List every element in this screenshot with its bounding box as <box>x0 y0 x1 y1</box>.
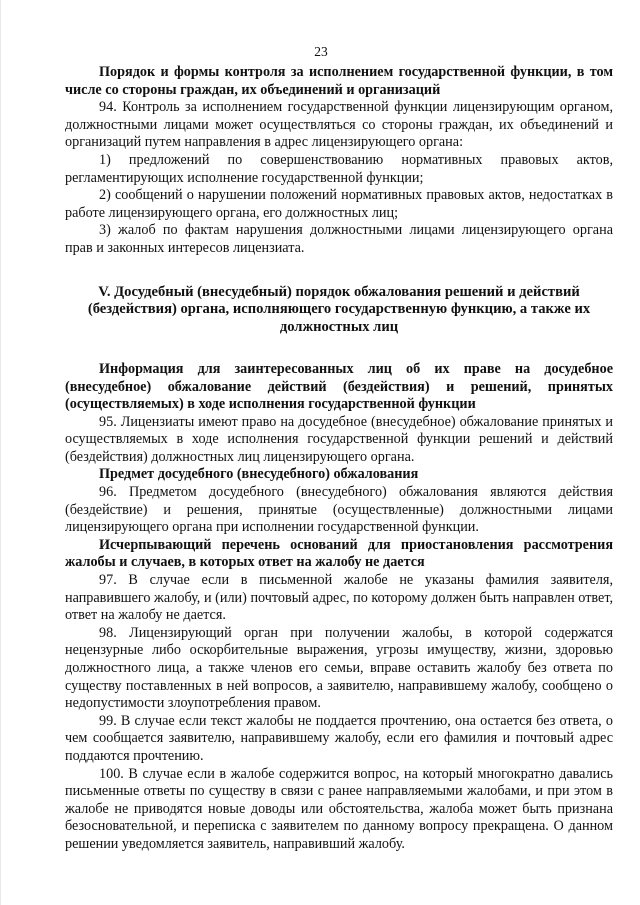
paragraph-96: 96. Предметом досудебного (внесудебного) обжалования являются действия (бездействие) и решения, принятые (осуществленные) должностными лицами лицензирующего органа при исполнении государственной функции. <box>65 484 613 536</box>
paragraph-98: 98. Лицензирующий орган при получении жалобы, в которой содержатся нецензурные либо оскорбительные выражения, угрозы имуществу, жизни, здоровью должностного лица, а также членов его семьи, вправе оставить жалобу без ответа по существу поставленных в ней вопросов, а заявителю, направившему жалобу, сообщено о недопустимости злоупотребления правом. <box>65 624 613 712</box>
paragraph-95: 95. Лицензиаты имеют право на досудебное (внесудебное) обжалование принятых и осуществляемых в ходе исполнения государственной функции решений и действий (бездействия) должностных лиц лицензирующего органа. <box>65 413 613 465</box>
paragraph-97: 97. В случае если в письменной жалобе не указаны фамилия заявителя, направившего жалобу, и (или) почтовый адрес, по которому должен быть направлен ответ, ответ на жалобу не дается. <box>65 572 613 624</box>
page-number: 23 <box>314 44 328 59</box>
spacer <box>65 337 613 361</box>
heading-subject: Предмет досудебного (внесудебного) обжалования <box>99 466 419 483</box>
heading-info: Информация для заинтересованных лиц об их праве на досудебное (внесудебное) обжалование действий (бездействия) и решений, принятых (осуществляемых) в ходе исполнения государственной функции <box>65 360 613 413</box>
paragraph-94-item-3: 3) жалоб по фактам нарушения должностными лицами лицензирующего органа прав и законных интересов лицензиата. <box>65 222 613 256</box>
paragraph-94-item-2: 2) сообщений о нарушении положений нормативных правовых актов, недостатках в работе лицензирующего органа, его должностных лиц; <box>65 187 613 221</box>
paragraph-94-item-1: 1) предложений по совершенствованию нормативных правовых актов, регламентирующих исполнение государственной функции; <box>65 151 613 186</box>
paragraph-94: 94. Контроль за исполнением государственной функции лицензирующим органом, должностными лицами может осуществляться со стороны граждан, их объединений и организаций путем направления в адрес лицензирующего органа: <box>65 99 613 151</box>
paragraph-99: 99. В случае если текст жалобы не поддается прочтению, она остается без ответа, о чем сообщается заявителю, направившему жалобу, если его фамилия и почтовый адрес поддаются прочтению. <box>65 712 613 764</box>
section-v-title: V. Досудебный (внесудебный) порядок обжалования решений и действий (бездействия) органа, исполняющего государственную функцию, а также их должностных лиц <box>87 283 591 336</box>
spacer <box>65 258 613 284</box>
heading-grounds: Исчерпывающий перечень оснований для приостановления рассмотрения жалобы и случаев, в которых ответ на жалобу не дается <box>65 536 613 571</box>
document-body <box>65 64 613 854</box>
heading-control: Порядок и формы контроля за исполнением государственной функции, в том числе со стороны граждан, их объединений и организаций <box>65 64 613 98</box>
paragraph-100: 100. В случае если в жалобе содержится вопрос, на который многократно давались письменные ответы по существу в связи с ранее направляемыми жалобами, и при этом в жалобе не приводятся новые доводы или обстоятельства, жалоба может быть признана безосновательной, и переписка с заявителем по данному вопросу прекращена. О данном решении уведомляется заявитель, направивший жалобу. <box>65 765 613 852</box>
